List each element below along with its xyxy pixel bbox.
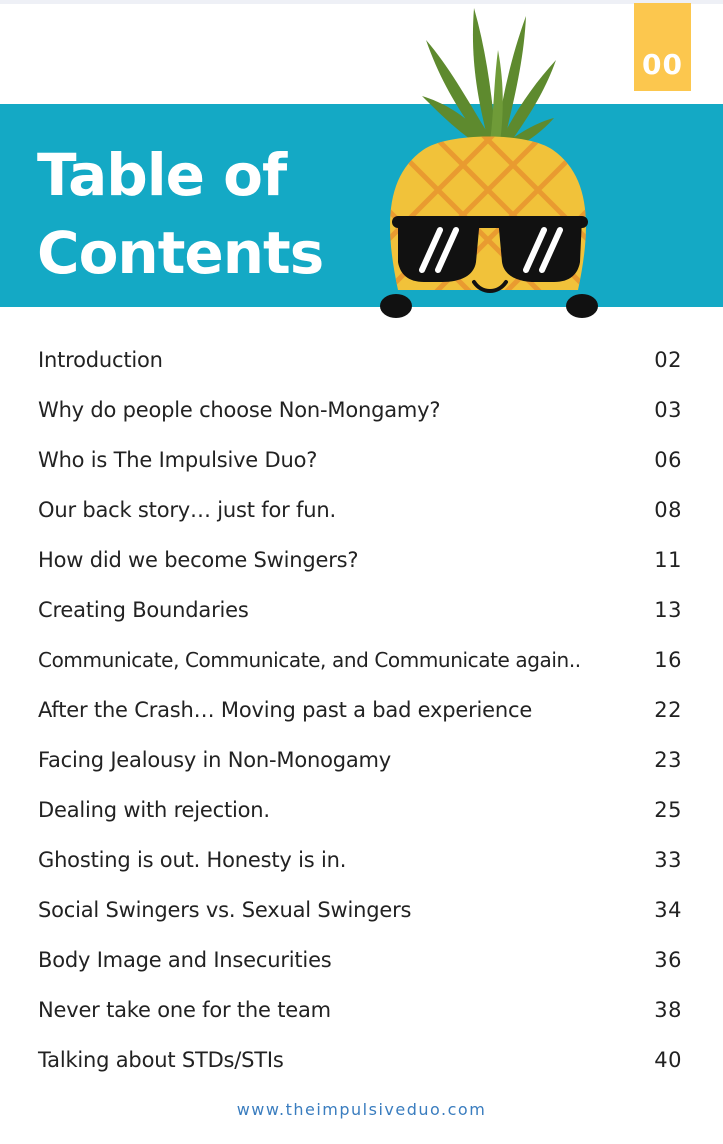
toc-entry-title: Talking about STDs/STIs (38, 1048, 284, 1072)
top-rule (0, 0, 723, 4)
toc-entry-title: Body Image and Insecurities (38, 948, 332, 972)
toc-row[interactable] (38, 685, 682, 735)
toc-entry-title: Social Swingers vs. Sexual Swingers (38, 898, 412, 922)
toc-entry-page: 36 (654, 948, 682, 972)
toc-entry-title: Dealing with rejection. (38, 798, 270, 822)
pineapple-with-sunglasses-icon (378, 0, 600, 325)
toc-row[interactable] (38, 435, 682, 485)
toc-entry-page: 06 (654, 448, 682, 472)
toc-entry-page: 40 (654, 1048, 682, 1072)
toc-entry-page: 16 (654, 648, 682, 672)
toc-entry-page: 33 (654, 848, 682, 872)
toc-row[interactable] (38, 985, 682, 1035)
pineapple-leaves (422, 8, 556, 150)
toc-entry-title: Never take one for the team (38, 998, 331, 1022)
toc-entry-title: After the Crash… Moving past a bad experience (38, 698, 533, 722)
toc-entry-title: Creating Boundaries (38, 598, 249, 622)
toc-entry-page: 13 (654, 598, 682, 622)
toc-entry-title: Introduction (38, 348, 163, 372)
toc-row[interactable] (38, 835, 682, 885)
toc-entry-title: How did we become Swingers? (38, 548, 359, 572)
toc-row[interactable] (38, 335, 682, 385)
toc-row[interactable] (38, 735, 682, 785)
page-number-badge (634, 3, 691, 91)
toc-entry-page: 03 (654, 398, 682, 422)
page-title-line-2: Contents (37, 219, 324, 287)
toc-row[interactable] (38, 585, 682, 635)
toc-row[interactable] (38, 385, 682, 435)
toc-entry-page: 38 (654, 998, 682, 1022)
page-title (37, 136, 323, 292)
toc-entry-title: Ghosting is out. Honesty is in. (38, 848, 347, 872)
table-of-contents (38, 335, 682, 1085)
page-number: 00 (642, 48, 683, 81)
footer-website-link[interactable]: www.theimpulsiveduo.com (236, 1100, 487, 1119)
toc-row[interactable] (38, 635, 682, 685)
toc-entry-page: 22 (654, 698, 682, 722)
toc-row[interactable] (38, 535, 682, 585)
toc-entry-title: Why do people choose Non-Mongamy? (38, 398, 441, 422)
page-title-line-1: Table of (37, 141, 287, 209)
toc-row[interactable] (38, 935, 682, 985)
toc-row[interactable] (38, 785, 682, 835)
toc-entry-title: Communicate, Communicate, and Communicate again.. (38, 648, 581, 672)
toc-entry-page: 08 (654, 498, 682, 522)
toc-entry-title: Facing Jealousy in Non-Monogamy (38, 748, 392, 772)
toc-entry-title: Our back story… just for fun. (38, 498, 336, 522)
toc-entry-title: Who is The Impulsive Duo? (38, 448, 318, 472)
toc-entry-page: 02 (654, 348, 682, 372)
toc-entry-page: 34 (654, 898, 682, 922)
toc-row[interactable] (38, 1035, 682, 1085)
toc-entry-page: 25 (654, 798, 682, 822)
toc-entry-page: 11 (654, 548, 682, 572)
toc-entry-page: 23 (654, 748, 682, 772)
toc-row[interactable] (38, 485, 682, 535)
toc-row[interactable] (38, 885, 682, 935)
